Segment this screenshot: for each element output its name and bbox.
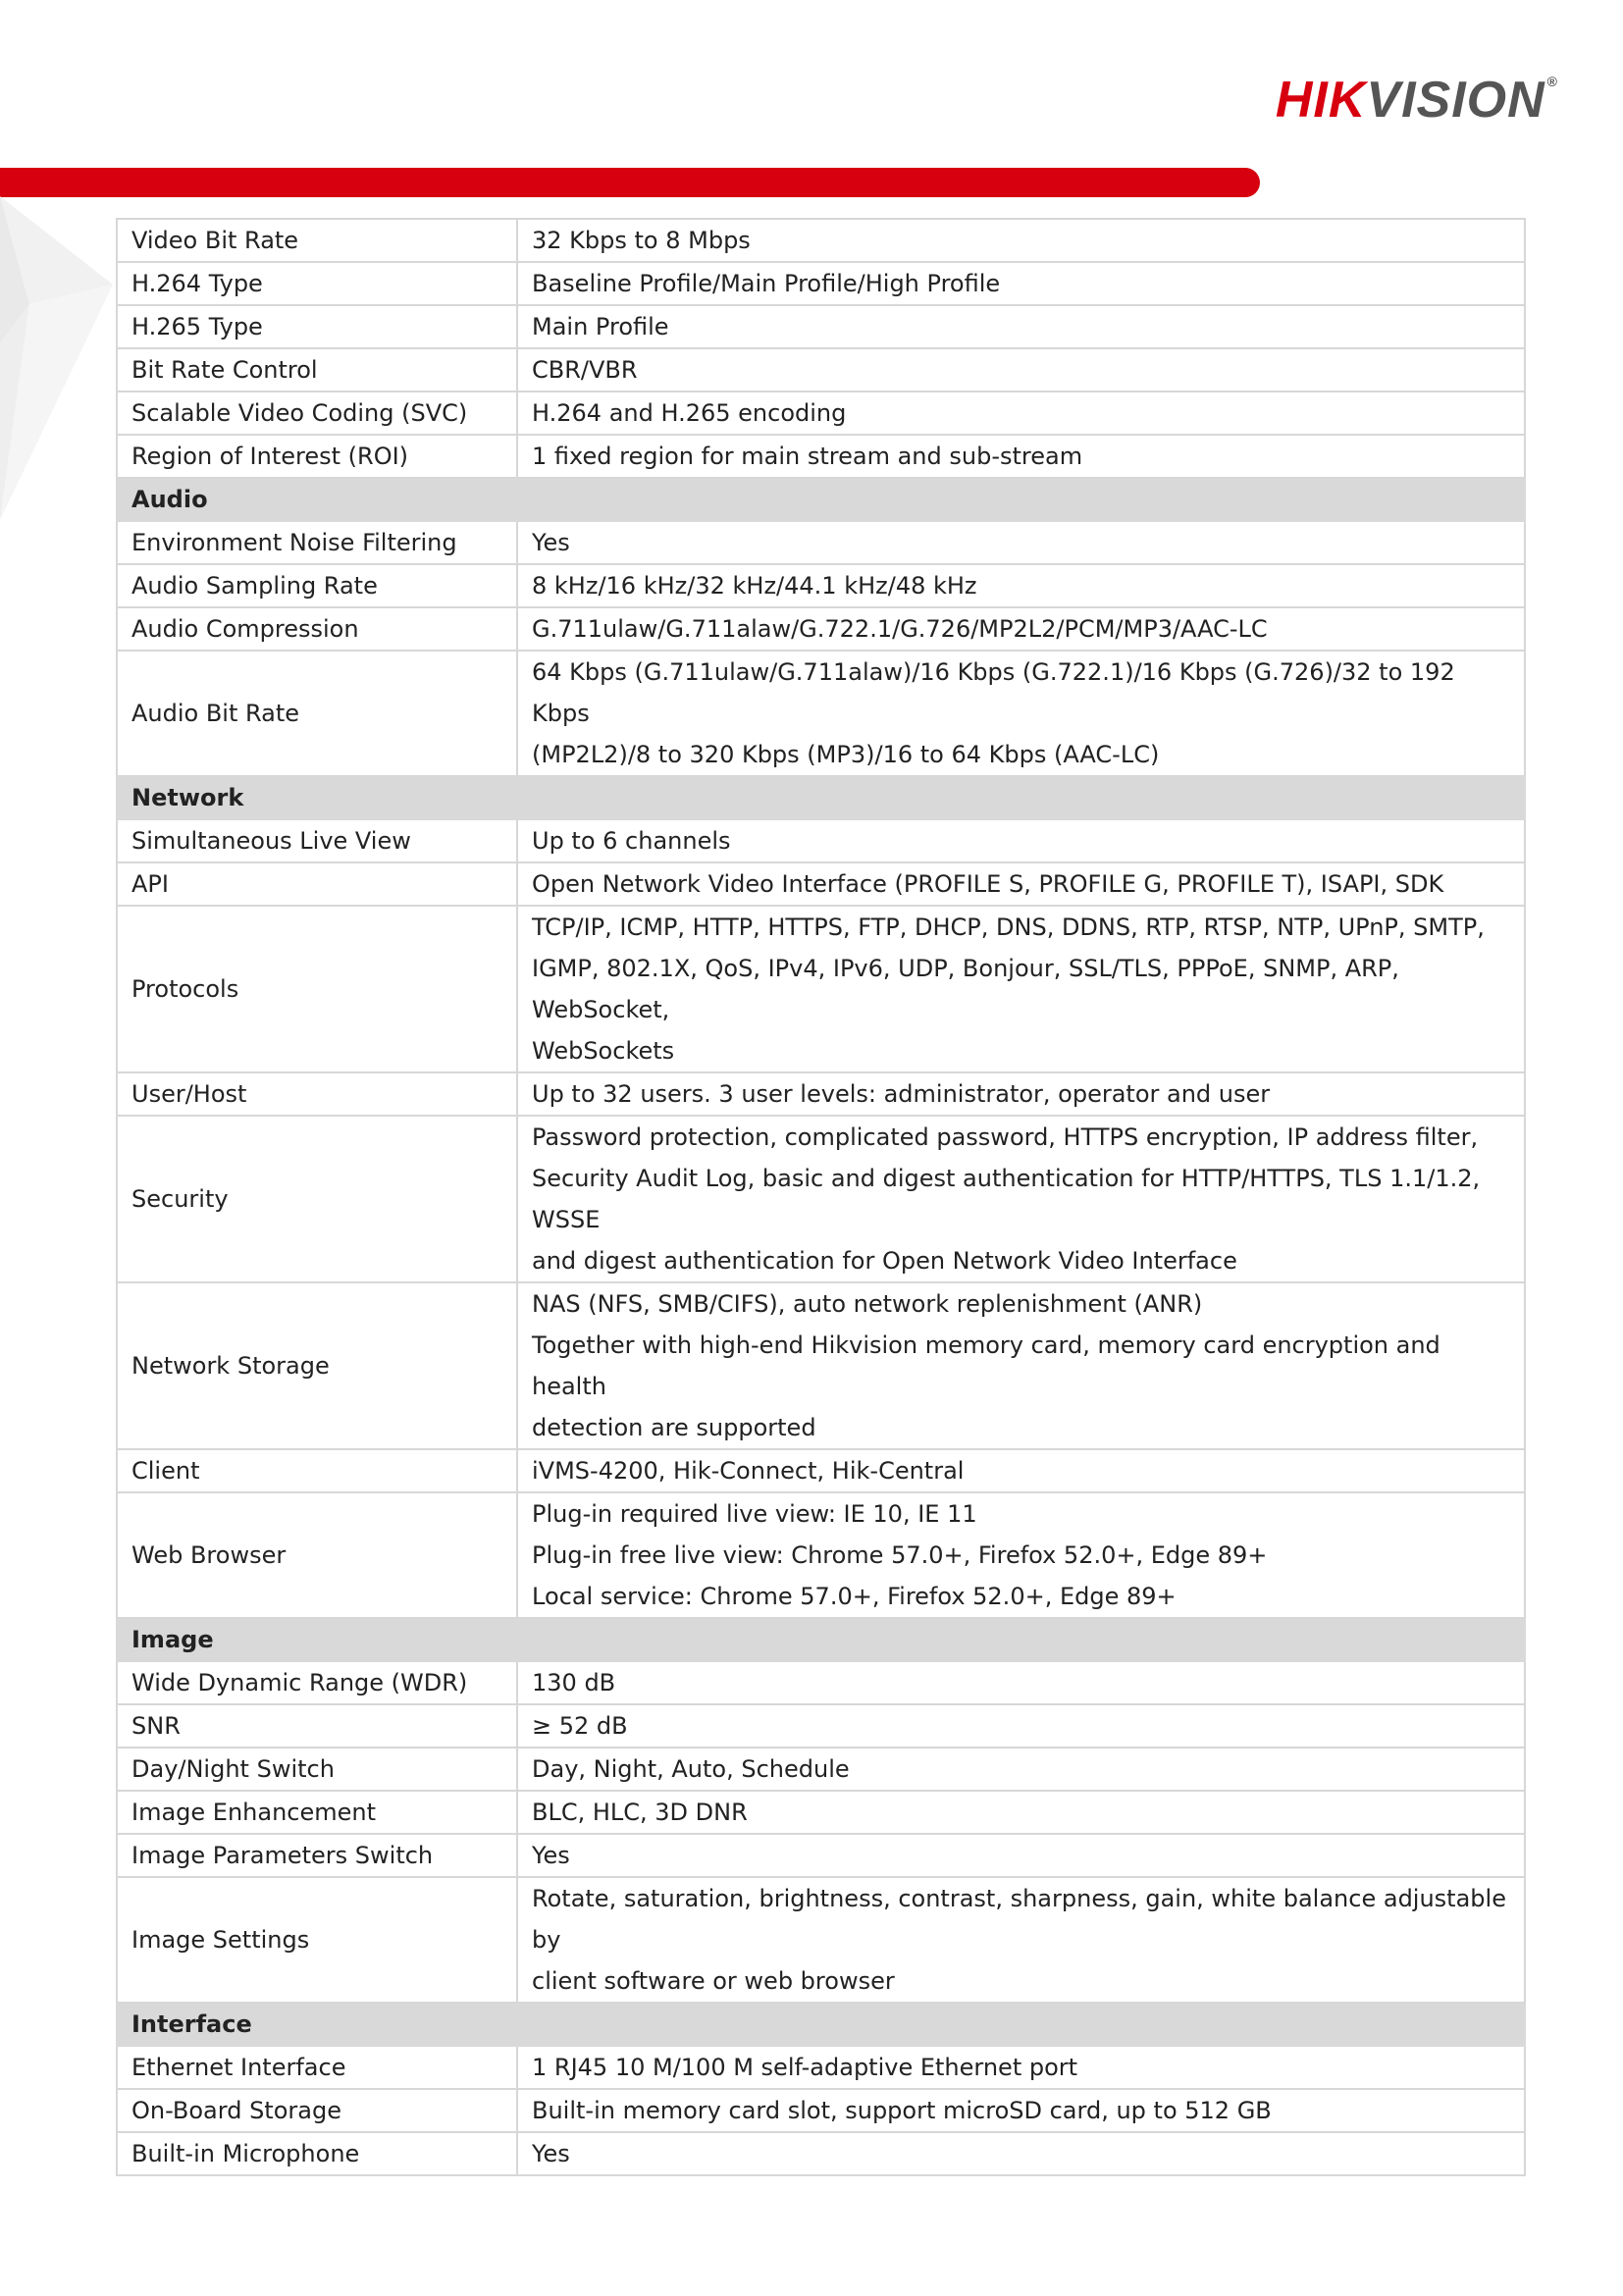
spec-label: Web Browser: [117, 1492, 517, 1618]
spec-value-line: TCP/IP, ICMP, HTTP, HTTPS, FTP, DHCP, DNS, DDNS, RTP, RTSP, NTP, UPnP, SMTP,: [532, 913, 1485, 941]
spec-value: [517, 521, 1525, 564]
spec-value-line: 1 RJ45 10 M/100 M self-adaptive Ethernet port: [532, 2054, 1078, 2081]
spec-value-line: Day, Night, Auto, Schedule: [532, 1755, 850, 1783]
spec-value-line: G.711ulaw/G.711alaw/G.722.1/G.726/MP2L2/PCM/MP3/AAC-LC: [532, 615, 1268, 643]
spec-row: [117, 2132, 1525, 2175]
spec-label: Video Bit Rate: [117, 219, 517, 262]
spec-value-line: 1 fixed region for main stream and sub-stream: [532, 443, 1083, 470]
spec-value-line: Yes: [532, 2140, 570, 2167]
spec-value: [517, 1877, 1525, 2003]
spec-label: H.265 Type: [117, 305, 517, 348]
spec-value: [517, 862, 1525, 906]
spec-value-line: WebSockets: [532, 1037, 675, 1065]
spec-row: [117, 2046, 1525, 2089]
spec-label: User/Host: [117, 1072, 517, 1116]
spec-value-line: (MP2L2)/8 to 320 Kbps (MP3)/16 to 64 Kbps (AAC-LC): [532, 741, 1160, 768]
spec-row: [117, 906, 1525, 1072]
spec-label: Protocols: [117, 906, 517, 1072]
spec-value-line: Password protection, complicated password, HTTPS encryption, IP address filter,: [532, 1123, 1479, 1151]
spec-value-line: Plug-in free live view: Chrome 57.0+, Firefox 52.0+, Edge 89+: [532, 1541, 1268, 1569]
section-title: Network: [117, 776, 1525, 819]
spec-label: On-Board Storage: [117, 2089, 517, 2132]
spec-label: Region of Interest (ROI): [117, 435, 517, 478]
logo-part-vision: VISION: [1366, 72, 1545, 129]
spec-value-line: detection are supported: [532, 1414, 816, 1441]
spec-row: [117, 219, 1525, 262]
spec-value-line: Up to 32 users. 3 user levels: administrator, operator and user: [532, 1080, 1271, 1108]
spec-value: [517, 391, 1525, 435]
spec-value-line: 32 Kbps to 8 Mbps: [532, 227, 751, 254]
spec-label: Simultaneous Live View: [117, 819, 517, 862]
spec-label: Image Settings: [117, 1877, 517, 2003]
spec-row: [117, 1834, 1525, 1877]
spec-value: [517, 1791, 1525, 1834]
section-header: [117, 776, 1525, 819]
spec-row: [117, 1449, 1525, 1492]
spec-row: [117, 1116, 1525, 1282]
spec-value-line: Yes: [532, 1842, 570, 1869]
section-title: Audio: [117, 478, 1525, 521]
spec-value: [517, 305, 1525, 348]
header-red-bar: [0, 168, 1260, 197]
spec-value-line: H.264 and H.265 encoding: [532, 399, 847, 427]
spec-label: Bit Rate Control: [117, 348, 517, 391]
section-header: [117, 1618, 1525, 1661]
spec-value-line: client software or web browser: [532, 1967, 895, 1995]
spec-value: [517, 1492, 1525, 1618]
spec-value: [517, 607, 1525, 651]
spec-value-line: IGMP, 802.1X, QoS, IPv4, IPv6, UDP, Bonjour, SSL/TLS, PPPoE, SNMP, ARP, WebSocket,: [532, 955, 1399, 1023]
spec-value-line: ≥ 52 dB: [532, 1712, 628, 1740]
spec-row: [117, 391, 1525, 435]
spec-label: H.264 Type: [117, 262, 517, 305]
spec-row: [117, 1492, 1525, 1618]
spec-row: [117, 564, 1525, 607]
spec-value: [517, 1748, 1525, 1791]
spec-value-line: Plug-in required live view: IE 10, IE 11: [532, 1500, 977, 1528]
spec-value: [517, 348, 1525, 391]
spec-value-line: Together with high-end Hikvision memory card, memory card encryption and health: [532, 1331, 1440, 1400]
spec-value-line: Open Network Video Interface (PROFILE S, PROFILE G, PROFILE T), ISAPI, SDK: [532, 870, 1444, 898]
spec-label: Scalable Video Coding (SVC): [117, 391, 517, 435]
spec-value: [517, 262, 1525, 305]
spec-value: [517, 651, 1525, 776]
spec-label: Client: [117, 1449, 517, 1492]
spec-value: [517, 219, 1525, 262]
section-header: [117, 478, 1525, 521]
spec-value: [517, 906, 1525, 1072]
spec-label: Wide Dynamic Range (WDR): [117, 1661, 517, 1704]
section-header: [117, 2003, 1525, 2046]
spec-label: Environment Noise Filtering: [117, 521, 517, 564]
spec-label: Built-in Microphone: [117, 2132, 517, 2175]
spec-row: [117, 305, 1525, 348]
spec-label: SNR: [117, 1704, 517, 1748]
spec-label: Audio Compression: [117, 607, 517, 651]
spec-row: [117, 2089, 1525, 2132]
spec-row: [117, 1704, 1525, 1748]
spec-label: Security: [117, 1116, 517, 1282]
spec-value-line: Baseline Profile/Main Profile/High Profile: [532, 270, 1001, 297]
spec-value: [517, 2089, 1525, 2132]
spec-row: [117, 1072, 1525, 1116]
spec-value-line: Rotate, saturation, brightness, contrast, sharpness, gain, white balance adjustable by: [532, 1885, 1506, 1954]
spec-table-body: [117, 219, 1525, 2175]
spec-row: [117, 1791, 1525, 1834]
spec-row: [117, 607, 1525, 651]
spec-value: [517, 1116, 1525, 1282]
spec-value-line: and digest authentication for Open Network Video Interface: [532, 1247, 1237, 1275]
spec-value-line: Security Audit Log, basic and digest authentication for HTTP/HTTPS, TLS 1.1/1.2, WSSE: [532, 1165, 1481, 1233]
spec-value-line: Yes: [532, 529, 570, 556]
spec-row: [117, 651, 1525, 776]
hikvision-logo: [1275, 72, 1558, 129]
section-title: Interface: [117, 2003, 1525, 2046]
spec-label: Audio Bit Rate: [117, 651, 517, 776]
spec-table: [116, 218, 1526, 2176]
spec-label: Image Enhancement: [117, 1791, 517, 1834]
spec-row: [117, 1877, 1525, 2003]
spec-value-line: Up to 6 channels: [532, 827, 731, 855]
decorative-shard-graphic: [0, 196, 118, 530]
spec-row: [117, 862, 1525, 906]
spec-value-line: Main Profile: [532, 313, 669, 340]
spec-row: [117, 348, 1525, 391]
spec-value-line: Built-in memory card slot, support microSD card, up to 512 GB: [532, 2097, 1272, 2124]
spec-value: [517, 564, 1525, 607]
spec-row: [117, 262, 1525, 305]
spec-row: [117, 1748, 1525, 1791]
spec-value-line: 64 Kbps (G.711ulaw/G.711alaw)/16 Kbps (G.722.1)/16 Kbps (G.726)/32 to 192 Kbps: [532, 658, 1455, 727]
spec-row: [117, 521, 1525, 564]
spec-row: [117, 435, 1525, 478]
section-title: Image: [117, 1618, 1525, 1661]
spec-value: [517, 1072, 1525, 1116]
spec-value: [517, 819, 1525, 862]
spec-value-line: CBR/VBR: [532, 356, 638, 384]
spec-value: [517, 2046, 1525, 2089]
spec-value-line: 8 kHz/16 kHz/32 kHz/44.1 kHz/48 kHz: [532, 572, 977, 600]
spec-value: [517, 1449, 1525, 1492]
spec-label: Network Storage: [117, 1282, 517, 1449]
logo-part-hik: HIK: [1275, 72, 1367, 129]
spec-label: Ethernet Interface: [117, 2046, 517, 2089]
spec-row: [117, 819, 1525, 862]
spec-value: [517, 435, 1525, 478]
spec-label: API: [117, 862, 517, 906]
spec-label: Day/Night Switch: [117, 1748, 517, 1791]
registered-mark: ®: [1546, 74, 1558, 89]
spec-row: [117, 1661, 1525, 1704]
spec-value: [517, 1834, 1525, 1877]
spec-row: [117, 1282, 1525, 1449]
spec-value-line: iVMS-4200, Hik-Connect, Hik-Central: [532, 1457, 965, 1485]
spec-value: [517, 1704, 1525, 1748]
spec-value-line: Local service: Chrome 57.0+, Firefox 52.0+, Edge 89+: [532, 1583, 1177, 1610]
spec-value: [517, 1282, 1525, 1449]
spec-label: Audio Sampling Rate: [117, 564, 517, 607]
spec-value: [517, 1661, 1525, 1704]
spec-value: [517, 2132, 1525, 2175]
spec-value-line: 130 dB: [532, 1669, 616, 1696]
spec-label: Image Parameters Switch: [117, 1834, 517, 1877]
spec-value-line: BLC, HLC, 3D DNR: [532, 1799, 748, 1826]
spec-value-line: NAS (NFS, SMB/CIFS), auto network replenishment (ANR): [532, 1290, 1203, 1318]
